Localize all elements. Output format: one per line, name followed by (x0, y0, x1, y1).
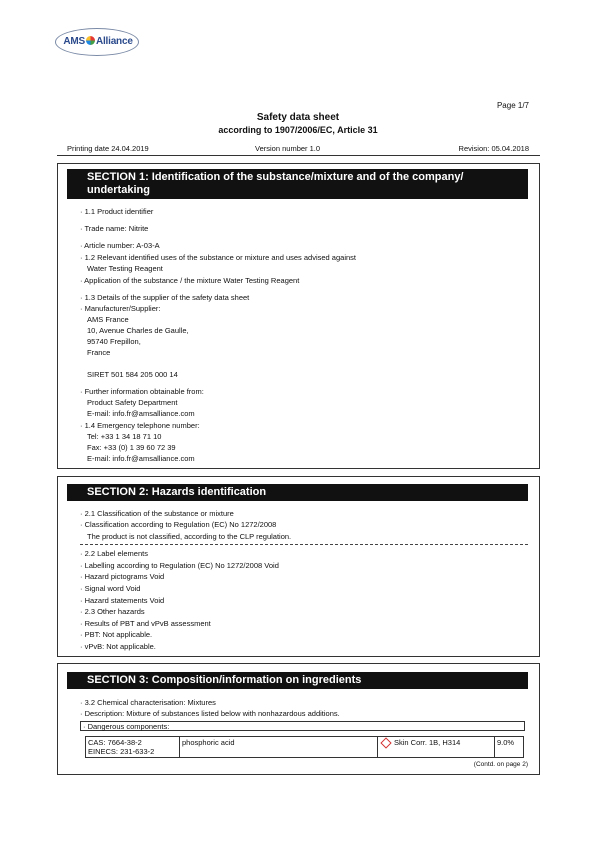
table-row (86, 737, 524, 758)
logo-text-left: AMS (63, 36, 85, 47)
s2-line: · 2.3 Other hazards (80, 607, 145, 616)
version-number: Version number 1.0 (255, 144, 321, 153)
s1-line: · 1.4 Emergency telephone number: (80, 421, 200, 430)
s1-line: · Article number: A-03-A (80, 241, 160, 250)
logo-globe-icon (86, 36, 95, 45)
section-1-heading-line1: SECTION 1: Identification of the substance/mixture and of the company/ (87, 171, 464, 183)
s2-line: · 2.2 Label elements (80, 549, 148, 558)
s2-line: · vPvB: Not applicable. (80, 642, 156, 651)
s2-line: · Signal word Void (80, 584, 141, 593)
percent-cell: 9.0% (495, 737, 524, 758)
s1-line: Water Testing Reagent (87, 264, 163, 273)
s1-line: · 1.1 Product identifier (80, 207, 154, 216)
printing-date: Printing date 24.04.2019 (67, 144, 149, 153)
s1-line: Product Safety Department (87, 398, 178, 407)
s1-line: AMS France (87, 315, 129, 324)
classification-text: Skin Corr. 1B, H314 (394, 738, 461, 747)
section-1-heading-line2: undertaking (87, 184, 150, 196)
s1-line: France (87, 348, 111, 357)
s1-line: · Application of the substance / the mixture Water Testing Reagent (80, 276, 300, 285)
s2-line: · Hazard statements Void (80, 596, 165, 605)
header-divider (57, 155, 540, 156)
dangerous-components-label: · Dangerous components: (83, 722, 170, 731)
section-1-heading (67, 169, 528, 199)
page-number: Page 1/7 (496, 101, 529, 110)
s1-line: Tel: +33 1 34 18 71 10 (87, 432, 162, 441)
continued-note: (Contd. on page 2) (473, 761, 528, 768)
s1-line: Fax: +33 (0) 1 39 60 72 39 (87, 443, 176, 452)
s2-line: · PBT: Not applicable. (80, 630, 153, 639)
section-2-heading: SECTION 2: Hazards identification (67, 484, 528, 501)
section-2-divider (80, 544, 528, 545)
s3-line-components-header (80, 721, 525, 731)
s2-line: · Hazard pictograms Void (80, 572, 165, 581)
s3-line: · 3.2 Chemical characterisation: Mixtures (80, 698, 216, 707)
s1-line: E-mail: info.fr@amsalliance.com (87, 409, 195, 418)
s2-line: The product is not classified, according to the CLP regulation. (87, 532, 292, 541)
corrosive-hazard-icon (380, 737, 391, 748)
document-title: Safety data sheet (256, 112, 340, 123)
component-name-cell: phosphoric acid (180, 737, 378, 758)
s1-line: SIRET 501 584 205 000 14 (87, 370, 178, 379)
s1-line: · Manufacturer/Supplier: (80, 304, 161, 313)
s1-line: 10, Avenue Charles de Gaulle, (87, 326, 189, 335)
s1-line: · 1.2 Relevant identified uses of the substance or mixture and uses advised against (80, 253, 356, 262)
s2-line: · Results of PBT and vPvB assessment (80, 619, 211, 628)
s1-line: · Trade name: Nitrite (80, 224, 149, 233)
s1-line: E-mail: info.fr@amsalliance.com (87, 454, 195, 463)
s2-line: · Classification according to Regulation (EC) No 1272/2008 (80, 520, 277, 529)
logo-text (55, 36, 141, 47)
classification-cell (378, 737, 495, 758)
document-subtitle: according to 1907/2006/EC, Article 31 (218, 125, 378, 135)
s1-line: · Further information obtainable from: (80, 387, 204, 396)
section-3-heading: SECTION 3: Composition/information on ingredients (67, 672, 528, 689)
cas-cell (86, 737, 180, 758)
ams-alliance-logo (55, 28, 141, 58)
cas-number: CAS: 7664-38-2 (88, 738, 142, 747)
components-table (85, 736, 524, 758)
revision-date: Revision: 05.04.2018 (458, 144, 529, 153)
s3-line: · Description: Mixture of substances listed below with nonhazardous additions. (80, 709, 340, 718)
einecs-number: EINECS: 231-633-2 (88, 747, 155, 756)
s2-line: · 2.1 Classification of the substance or mixture (80, 509, 234, 518)
s1-line: 95740 Frepillon, (87, 337, 141, 346)
s2-line: · Labelling according to Regulation (EC) No 1272/2008 Void (80, 561, 279, 570)
logo-text-right: Alliance (95, 36, 133, 47)
s1-line: · 1.3 Details of the supplier of the safety data sheet (80, 293, 250, 302)
